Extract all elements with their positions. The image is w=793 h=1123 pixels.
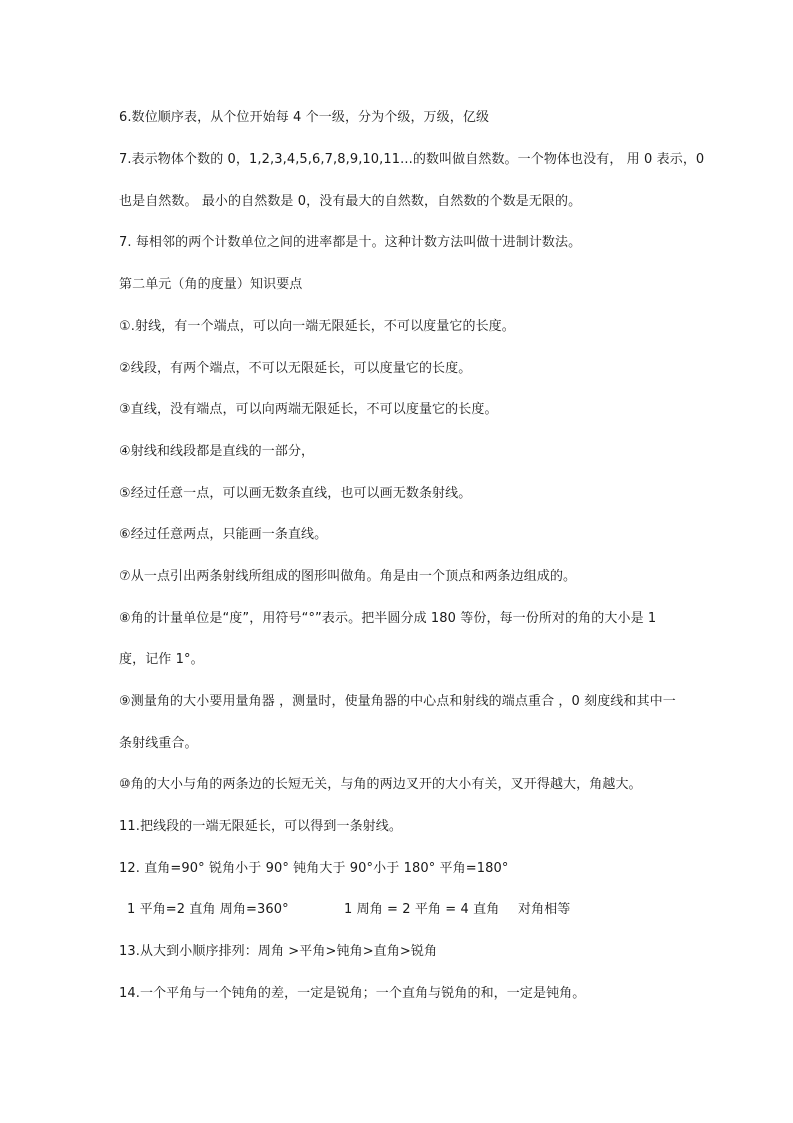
row20-part3: 对角相等 bbox=[518, 902, 571, 917]
text-line-6: ①.射线，有一个端点，可以向一端无限延长，不可以度量它的长度。 bbox=[119, 319, 515, 334]
text-line-3: 也是自然数。 最小的自然数是 0，没有最大的自然数，自然数的个数是无限的。 bbox=[119, 194, 582, 209]
text-line-12: ⑦从一点引出两条射线所组成的图形叫做角。角是由一个顶点和两条边组成的。 bbox=[119, 569, 577, 584]
text-line-19: 12. 直角=90° 锐角小于 90° 钝角大于 90°小于 180° 平角=180° bbox=[119, 861, 509, 876]
text-line-9: ④射线和线段都是直线的一部分， bbox=[119, 444, 315, 459]
text-line-16: 条射线重合。 bbox=[119, 736, 198, 751]
text-line-7: ②线段，有两个端点，不可以无限延长，可以度量它的长度。 bbox=[119, 361, 472, 376]
text-line-2: 7.表示物体个数的 0，1,2,3,4,5,6,7,8,9,10,11...的数叫做自然数。一个物体也没有， 用 0 表示，0 bbox=[119, 152, 705, 167]
text-line-1: 6.数位顺序表，从个位开始每 4 个一级，分为个级，万级，亿级 bbox=[119, 110, 490, 125]
row20-part1: 1 平角=2 直角 周角=360° bbox=[127, 902, 289, 917]
text-line-8: ③直线，没有端点，可以向两端无限延长，不可以度量它的长度。 bbox=[119, 402, 498, 417]
text-line-11: ⑥经过任意两点，只能画一条直线。 bbox=[119, 527, 328, 542]
text-line-10: ⑤经过任意一点，可以画无数条直线，也可以画无数条射线。 bbox=[119, 486, 472, 501]
text-line-18: 11.把线段的一端无限延长，可以得到一条射线。 bbox=[119, 819, 402, 834]
text-line-21: 13.从大到小顺序排列：周角 >平角>钝角>直角>锐角 bbox=[119, 944, 438, 959]
text-line-4: 7. 每相邻的两个计数单位之间的进率都是十。这种计数方法叫做十进制计数法。 bbox=[119, 235, 582, 250]
text-line-17: ⑩角的大小与角的两条边的长短无关，与角的两边叉开的大小有关，叉开得越大，角越大。 bbox=[119, 777, 642, 792]
text-line-15: ⑨测量角的大小要用量角器 ，测量时，使量角器的中心点和射线的端点重合 ，0 刻度线和其中一 bbox=[119, 694, 676, 709]
text-line-14: 度，记作 1°。 bbox=[119, 652, 204, 667]
section-heading: 第二单元（角的度量）知识要点 bbox=[119, 277, 303, 292]
text-line-20 bbox=[127, 902, 687, 918]
text-line-22: 14.一个平角与一个钝角的差，一定是锐角；一个直角与锐角的和，一定是钝角。 bbox=[119, 986, 586, 1001]
row20-part2: 1 周角 = 2 平角 = 4 直角 bbox=[344, 902, 500, 917]
text-line-13: ⑧角的计量单位是“度”，用符号“°”表示。把半圆分成 180 等份，每一份所对的角的大小是 1 bbox=[119, 611, 657, 626]
